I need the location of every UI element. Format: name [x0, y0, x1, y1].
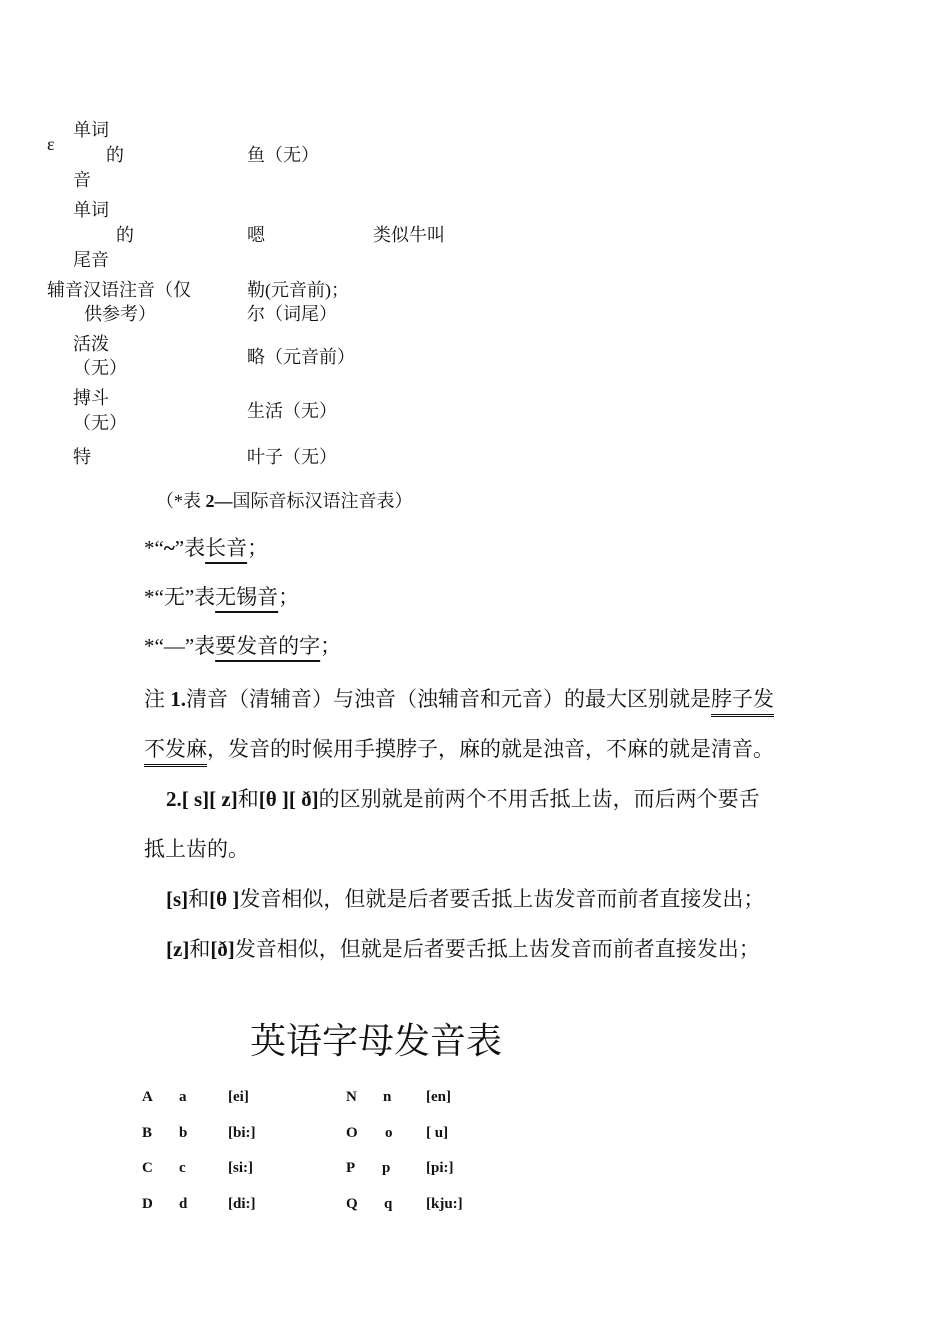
note1-emphasis-b: 不发麻 — [144, 737, 207, 761]
legend-mark: — — [163, 634, 185, 658]
alpha-row-0-phon1: [ei] — [228, 1089, 249, 1105]
note-line-s — [166, 884, 764, 914]
alpha-row-0-phon2: [en] — [426, 1089, 451, 1105]
sym-z: [z] — [166, 937, 190, 961]
alpha-row-2-lower1: c — [179, 1160, 186, 1176]
alpha-row-0-upper1: A — [142, 1089, 153, 1105]
note-number: 1. — [170, 687, 186, 711]
row2-col3: 类似牛叫 — [373, 225, 445, 245]
row2-col1-line1: 单词 — [73, 200, 109, 220]
alpha-row-1-upper1: B — [142, 1125, 153, 1141]
row1-col1-line2: 的 — [106, 145, 124, 165]
row5-col1-line2: （无） — [73, 413, 127, 433]
note1-text-a: 清音（清辅音）与浊音（浊辅音和元音）的最大区别就是 — [186, 687, 711, 711]
row1-col1-line1: 单词 — [73, 120, 109, 140]
legend-mark: 无 — [163, 585, 185, 609]
phonetic-symbol-epsilon: ε — [47, 134, 55, 154]
row6-col1: 特 — [73, 447, 91, 467]
alpha-row-2-phon2: [pi:] — [426, 1160, 454, 1176]
alpha-row-2-upper1: C — [142, 1160, 153, 1176]
sym-s: [s] — [166, 887, 189, 911]
legend-term: 无锡音 — [215, 585, 279, 609]
legend-line-pronounce — [144, 631, 341, 661]
legend-term: 长音 — [205, 536, 248, 560]
row3-col2-line2: 尔（词尾） — [247, 304, 337, 324]
sym-eth: [ð] — [210, 937, 235, 961]
note2-symbols-2: [θ ][ ð] — [258, 787, 319, 811]
row4-col1-line1: 活泼 — [73, 334, 109, 354]
alphabet-title: 英语字母发音表 — [250, 1021, 503, 1061]
alpha-row-2-phon1: [si:] — [228, 1160, 253, 1176]
alpha-row-3-lower1: d — [179, 1196, 188, 1212]
row5-col2: 生活（无） — [247, 401, 337, 421]
row2-col2: 嗯 — [247, 225, 265, 245]
legend-mark: ~ — [163, 536, 175, 560]
and: 和 — [189, 937, 211, 961]
legend-suffix: ； — [278, 585, 300, 609]
alpha-row-1-phon2: [ u] — [426, 1125, 449, 1141]
legend-line-wuxi — [144, 582, 299, 612]
line-s-text: 发音相似，但就是后者要舌抵上齿发音而前者直接发出； — [239, 887, 765, 911]
row6-col2: 叶子（无） — [247, 447, 337, 467]
legend-prefix: *“ — [144, 536, 164, 560]
legend-mid: ”表 — [184, 585, 216, 609]
alpha-row-0-lower1: a — [179, 1089, 187, 1105]
legend-suffix: ； — [320, 634, 342, 658]
legend-prefix: *“ — [144, 585, 164, 609]
legend-prefix: *“ — [144, 634, 164, 658]
legend-mid: ”表 — [174, 536, 206, 560]
row1-col1-line3: 音 — [73, 170, 91, 190]
legend-line-long-vowel — [144, 533, 268, 563]
row5-col1-line1: 搏斗 — [73, 388, 109, 408]
row4-col1-line2: （无） — [73, 358, 127, 378]
alpha-row-3-phon1: [di:] — [228, 1196, 256, 1212]
alpha-row-1-phon1: [bi:] — [228, 1125, 256, 1141]
row2-col1-line2: 的 — [116, 225, 134, 245]
legend-suffix: ； — [247, 536, 269, 560]
note1-line1 — [144, 684, 774, 714]
note1-text-b: ，发音的时候用手摸脖子，麻的就是浊音，不麻的就是清音。 — [207, 737, 774, 761]
alpha-row-2-upper2: P — [346, 1160, 356, 1176]
note2-symbols: [ s][ z] — [181, 787, 238, 811]
row4-col2: 略（元音前） — [247, 347, 355, 367]
row3-col1-line1: 辅音汉语注音（仅 — [47, 280, 191, 300]
line-z-text: 发音相似，但就是后者要舌抵上齿发音而前者直接发出； — [234, 937, 760, 961]
note-line-z — [166, 934, 760, 964]
table-caption — [156, 489, 413, 513]
alpha-row-3-phon2: [kju:] — [426, 1196, 463, 1212]
row3-col1-line2: 供参考） — [84, 304, 156, 324]
note2-line1 — [166, 784, 760, 814]
alpha-row-3-upper2: Q — [346, 1196, 358, 1212]
alpha-row-3-upper1: D — [142, 1196, 153, 1212]
alpha-row-1-upper2: O — [346, 1125, 358, 1141]
and: 和 — [188, 887, 210, 911]
alpha-row-1-lower2: o — [385, 1125, 393, 1141]
row3-col2-line1: 勒(元音前)； — [247, 280, 349, 300]
note1-emphasis-a: 脖子发 — [711, 687, 774, 711]
sym-theta: [θ ] — [209, 887, 240, 911]
legend-mid: ”表 — [184, 634, 216, 658]
alpha-row-0-upper2: N — [346, 1089, 357, 1105]
legend-term: 要发音的字 — [215, 634, 321, 658]
alpha-row-0-lower2: n — [383, 1089, 392, 1105]
caption-pre: （*表 — [156, 491, 206, 511]
note2-and: 和 — [237, 787, 259, 811]
note2-line2: 抵上齿的。 — [144, 837, 249, 861]
caption-number: 2— — [205, 491, 233, 511]
alpha-row-2-lower2: p — [382, 1160, 391, 1176]
note2-text-a: 的区别就是前两个不用舌抵上齿，而后两个要舌 — [318, 787, 760, 811]
caption-text: 国际音标汉语注音表） — [232, 491, 413, 511]
alpha-row-1-lower1: b — [179, 1125, 188, 1141]
note-lead: 注 — [144, 687, 171, 711]
row1-col2: 鱼（无） — [247, 145, 319, 165]
note-number: 2. — [166, 787, 182, 811]
note1-line2 — [144, 734, 774, 764]
alpha-row-3-lower2: q — [384, 1196, 393, 1212]
row2-col1-line3: 尾音 — [73, 250, 109, 270]
